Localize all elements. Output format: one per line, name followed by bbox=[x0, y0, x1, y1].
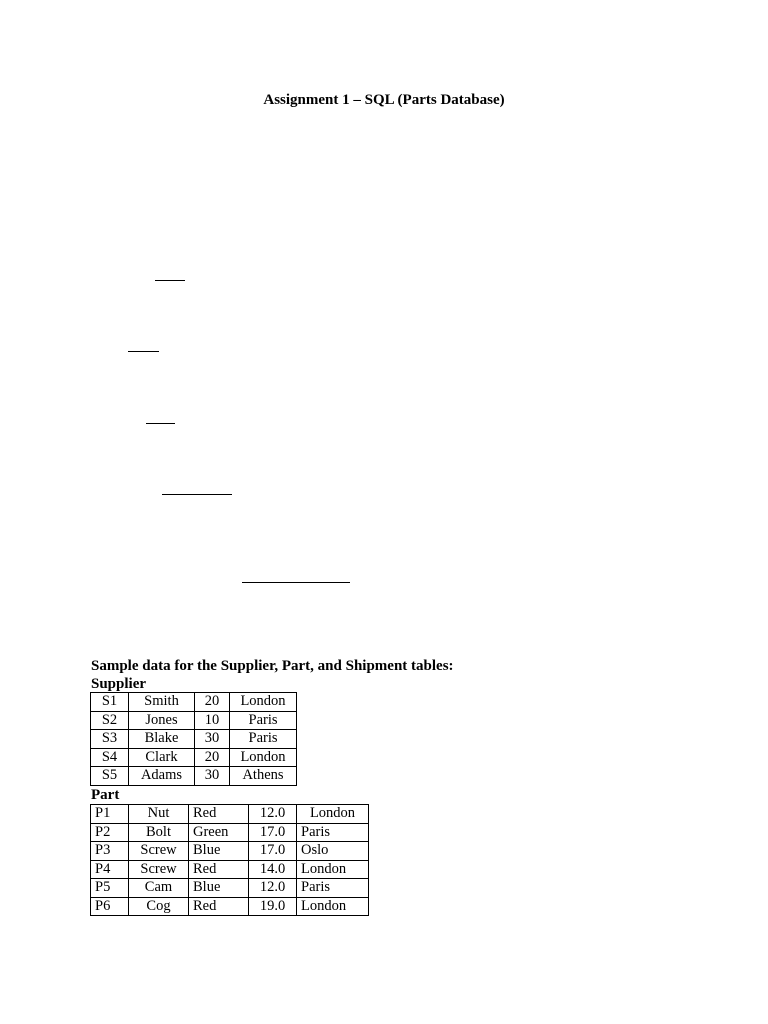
table-row bbox=[91, 748, 297, 767]
table-cell: 20 bbox=[195, 693, 230, 712]
table-cell: Blue bbox=[189, 842, 249, 861]
table-cell: Nut bbox=[129, 805, 189, 824]
table-cell: Bolt bbox=[129, 823, 189, 842]
table-row bbox=[91, 805, 369, 824]
table-cell: Red bbox=[189, 805, 249, 824]
table-cell: 14.0 bbox=[249, 860, 297, 879]
table-row bbox=[91, 767, 297, 786]
table-cell: Red bbox=[189, 897, 249, 916]
table-row bbox=[91, 730, 297, 749]
table-cell: Adams bbox=[129, 767, 195, 786]
table-row bbox=[91, 879, 369, 898]
table-cell: Cam bbox=[129, 879, 189, 898]
table-cell: Screw bbox=[129, 860, 189, 879]
table-cell: London bbox=[297, 805, 369, 824]
table-cell: S1 bbox=[91, 693, 129, 712]
table-cell: London bbox=[297, 897, 369, 916]
part-heading: Part bbox=[91, 787, 120, 803]
underline-blank bbox=[155, 280, 185, 281]
table-cell: 30 bbox=[195, 730, 230, 749]
table-cell: Jones bbox=[129, 711, 195, 730]
table-cell: P3 bbox=[91, 842, 129, 861]
table-cell: London bbox=[230, 693, 297, 712]
sample-data-heading: Sample data for the Supplier, Part, and Shipment tables: bbox=[91, 658, 454, 674]
table-cell: Paris bbox=[297, 823, 369, 842]
table-cell: Blue bbox=[189, 879, 249, 898]
underline-blank bbox=[128, 351, 159, 352]
table-cell: Screw bbox=[129, 842, 189, 861]
table-cell: P1 bbox=[91, 805, 129, 824]
table-cell: Cog bbox=[129, 897, 189, 916]
table-row bbox=[91, 711, 297, 730]
table-cell: Red bbox=[189, 860, 249, 879]
table-row bbox=[91, 693, 297, 712]
table-cell: Clark bbox=[129, 748, 195, 767]
table-cell: Blake bbox=[129, 730, 195, 749]
table-cell: London bbox=[297, 860, 369, 879]
table-cell: S2 bbox=[91, 711, 129, 730]
table-cell: London bbox=[230, 748, 297, 767]
table-cell: Green bbox=[189, 823, 249, 842]
part-table bbox=[90, 804, 369, 916]
table-cell: 12.0 bbox=[249, 879, 297, 898]
table-cell: Oslo bbox=[297, 842, 369, 861]
table-cell: S5 bbox=[91, 767, 129, 786]
underline-blank bbox=[146, 423, 175, 424]
table-cell: 30 bbox=[195, 767, 230, 786]
table-row bbox=[91, 823, 369, 842]
table-cell: Paris bbox=[297, 879, 369, 898]
table-cell: 12.0 bbox=[249, 805, 297, 824]
supplier-table bbox=[90, 692, 297, 786]
table-cell: P5 bbox=[91, 879, 129, 898]
page-title: Assignment 1 – SQL (Parts Database) bbox=[263, 92, 505, 108]
supplier-heading: Supplier bbox=[91, 676, 147, 692]
underline-blank bbox=[162, 494, 232, 495]
table-cell: 17.0 bbox=[249, 823, 297, 842]
table-cell: 20 bbox=[195, 748, 230, 767]
table-row bbox=[91, 842, 369, 861]
table-cell: P4 bbox=[91, 860, 129, 879]
table-cell: 17.0 bbox=[249, 842, 297, 861]
table-cell: Paris bbox=[230, 711, 297, 730]
table-cell: Paris bbox=[230, 730, 297, 749]
table-cell: P2 bbox=[91, 823, 129, 842]
table-cell: Smith bbox=[129, 693, 195, 712]
underline-blank bbox=[242, 582, 350, 583]
table-cell: 19.0 bbox=[249, 897, 297, 916]
table-row bbox=[91, 897, 369, 916]
table-cell: Athens bbox=[230, 767, 297, 786]
table-cell: S3 bbox=[91, 730, 129, 749]
table-cell: S4 bbox=[91, 748, 129, 767]
table-cell: P6 bbox=[91, 897, 129, 916]
table-row bbox=[91, 860, 369, 879]
table-cell: 10 bbox=[195, 711, 230, 730]
